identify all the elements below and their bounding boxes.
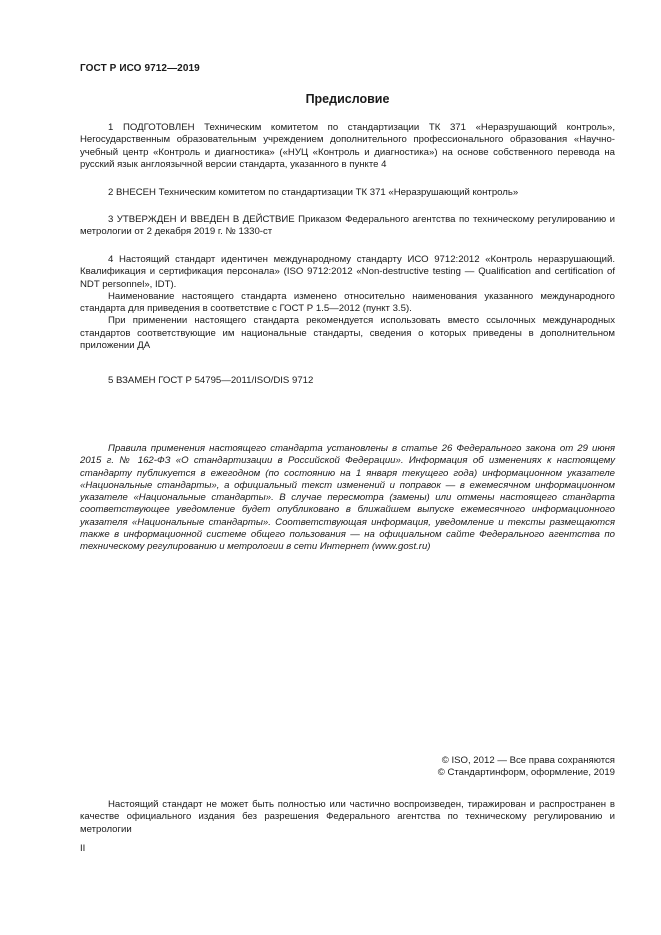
copyright-block xyxy=(80,755,615,780)
item-3-text: 3 УТВЕРЖДЕН И ВВЕДЕН В ДЕЙСТВИЕ Приказом Федерального агентства по техническому регулированию и метрологии от 2 декабря 2019 г. № 1330-ст xyxy=(80,214,615,238)
preface-item-2 xyxy=(80,187,615,199)
item-1-text: 1 ПОДГОТОВЛЕН Техническим комитетом по стандартизации ТК 371 «Неразрушающий контроль», Негосударственным образовательным учреждением дополнительного профессионального образования «Научно-учебный центр «Контроль и диагностика» («НУЦ «Контроль и диагностика») на основе собственного перевода на русский язык англоязычной версии стандарта, указанного в пункте 4 xyxy=(80,122,615,170)
reproduction-notice xyxy=(80,799,615,836)
preface-item-5 xyxy=(80,375,615,387)
copyright-standartinform: © Стандартинформ, оформление, 2019 xyxy=(437,767,615,779)
page-title: Предисловие xyxy=(305,92,390,106)
page-number: II xyxy=(80,843,86,854)
item-5-text: 5 ВЗАМЕН ГОСТ Р 54795—2011/ISO/DIS 9712 xyxy=(108,375,314,386)
application-notice xyxy=(80,443,615,554)
reproduction-notice-text: Настоящий стандарт не может быть полностью или частично воспроизведен, тиражирован и распространен в качестве официального издания без разрешения Федерального агентства по техническому регулированию и метрологии xyxy=(80,799,615,835)
preface-item-1 xyxy=(80,122,615,171)
copyright-iso: © ISO, 2012 — Все права сохраняются xyxy=(441,755,615,766)
standard-header: ГОСТ Р ИСО 9712—2019 xyxy=(80,63,200,74)
item-2-text: 2 ВНЕСЕН Техническим комитетом по стандартизации ТК 371 «Неразрушающий контроль» xyxy=(108,187,519,198)
item-4-paragraph-2: Наименование настоящего стандарта изменено относительно наименования указанного международного стандарта для приведения в соответствие с ГОСТ Р 1.5—2012 (пункт 3.5). xyxy=(80,290,615,315)
item-4-paragraph-1: 4 Настоящий стандарт идентичен международному стандарту ИСО 9712:2012 «Контроль неразрушающий. Квалификация и сертификация персонала» (ISO 9712:2012 «Non-destructive testing — Qualification and certification of NDT personnel», IDT). xyxy=(80,254,615,290)
preface-item-3 xyxy=(80,214,615,239)
application-notice-text: Правила применения настоящего стандарта установлены в статье 26 Федерального закона от 29 июня 2015 г. № 162-ФЗ «О стандартизации в Российской Федерации». Информация об изменениях к настоящему стандарту публикуется в ежегодном (по состоянию на 1 января текущего года) информационном указателе «Национальные стандарты», а официальный текст изменений и поправок — в ежемесячном информационном указателе «Национальные стандарты». В случае пересмотра (замены) или отмены настоящего стандарта соответствующее уведомление будет опубликовано в ближайшем выпуске ежемесячного информационного указателя «Национальные стандарты». Соответствующая информация, уведомление и тексты размещаются также в информационной системе общего пользования — на официальном сайте Федерального агентства по техническому регулированию и метрологии в сети Интернет (www.gost.ru) xyxy=(80,443,615,553)
preface-item-4 xyxy=(80,254,615,352)
item-4-paragraph-3: При применении настоящего стандарта рекомендуется использовать вместо ссылочных международных стандартов соответствующие им национальные стандарты, сведения о которых приведены в дополнительном приложении ДА xyxy=(80,315,615,352)
